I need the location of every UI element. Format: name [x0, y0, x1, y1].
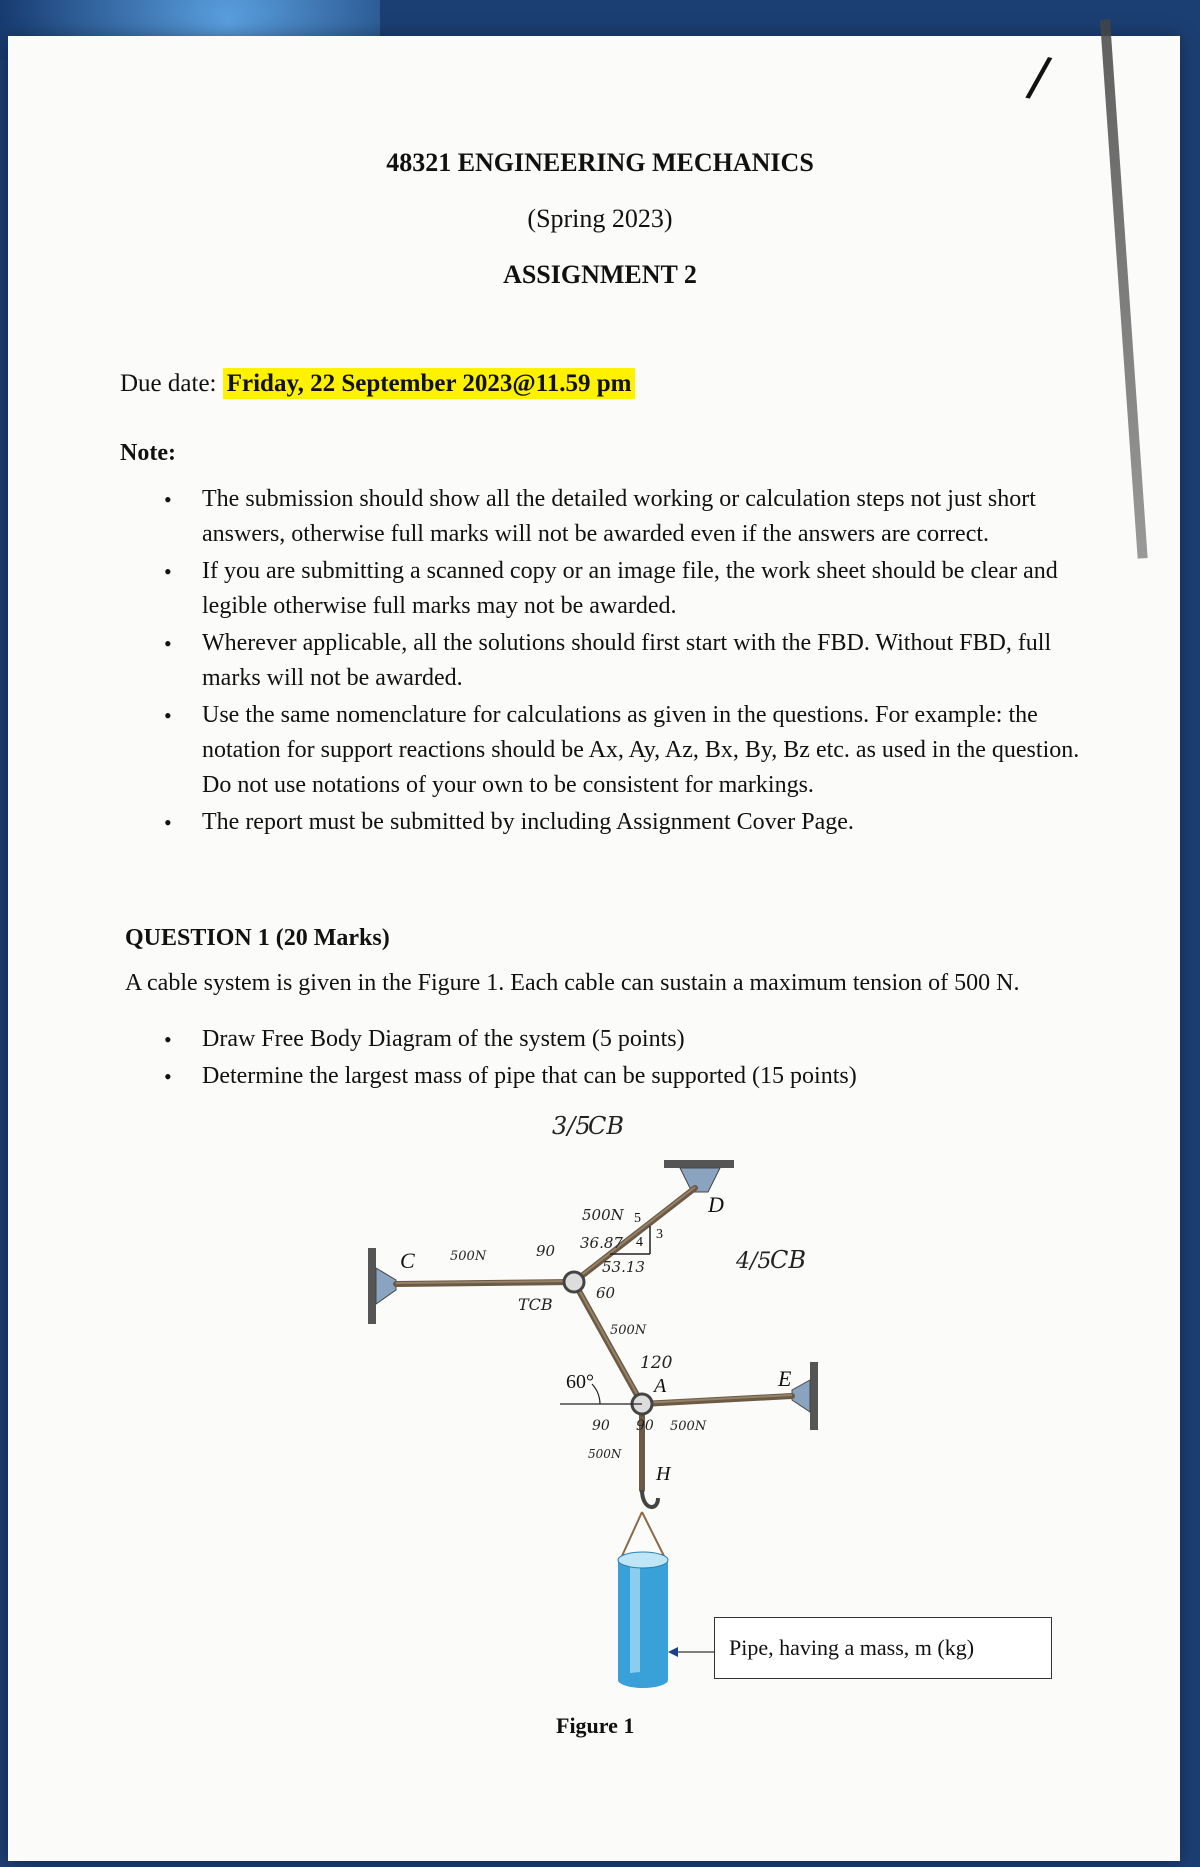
- pipe: [618, 1552, 668, 1688]
- handwritten-page-mark: /: [1023, 43, 1055, 110]
- note-item: • The submission should show all the detailed working or calculation steps not just short answers, otherwise full marks will not be awarded even if the answers are correct.: [160, 482, 1100, 552]
- handwritten-cb-top: CB: [588, 1112, 624, 1140]
- handwritten-note: 120: [640, 1353, 673, 1373]
- task-item: • Determine the largest mass of pipe that can be supported (15 points): [160, 1059, 1100, 1094]
- figure-caption: Figure 1: [556, 1713, 635, 1738]
- due-date-label: Due date:: [120, 370, 217, 397]
- handwritten-note: TCB: [518, 1295, 553, 1314]
- task-item: • Draw Free Body Diagram of the system (5 points): [160, 1022, 1100, 1057]
- point-label-a: A: [654, 1375, 667, 1397]
- handwritten-note: 500N: [610, 1323, 647, 1338]
- course-title: 48321 ENGINEERING MECHANICS: [386, 148, 814, 177]
- due-date-line: [120, 370, 635, 398]
- assignment-title: ASSIGNMENT 2: [503, 260, 697, 289]
- handwritten-cb-right: CB: [770, 1246, 806, 1274]
- handwritten-note: 500N: [670, 1419, 707, 1434]
- support-e: [792, 1362, 818, 1430]
- handwritten-note: 500N: [588, 1447, 622, 1461]
- cable-system-diagram: [300, 1100, 860, 1700]
- note-item: • The report must be submitted by including Assignment Cover Page.: [160, 805, 1100, 840]
- task-list: [160, 1022, 1100, 1096]
- point-label-c: C: [400, 1248, 415, 1273]
- slope-run-label: 4: [636, 1235, 643, 1250]
- handwritten-note: 90: [592, 1418, 610, 1434]
- handwritten-note: 36.87: [580, 1234, 623, 1252]
- handwritten-fraction-top: 3/5: [552, 1112, 591, 1140]
- term-label: (Spring 2023): [527, 204, 673, 233]
- handwritten-note: 500N: [450, 1249, 487, 1264]
- point-label-d: D: [708, 1192, 724, 1217]
- ring-b: [564, 1272, 584, 1292]
- hook-h: [642, 1490, 658, 1507]
- angle-60-label: 60°: [566, 1371, 594, 1393]
- handwritten-note: 90: [636, 1418, 654, 1434]
- slope-rise-label: 3: [656, 1227, 663, 1242]
- note-list: [160, 482, 1100, 842]
- pipe-label-box: Pipe, having a mass, m (kg): [714, 1617, 1052, 1679]
- note-item: • If you are submitting a scanned copy or an image file, the work sheet should be clear and legible otherwise full marks may not be awarded.: [160, 554, 1100, 624]
- handwritten-note: 53.13: [602, 1258, 645, 1276]
- question-heading: QUESTION 1 (20 Marks): [125, 925, 390, 951]
- handwritten-fraction-right: 4/5: [736, 1249, 772, 1274]
- due-date-value: Friday, 22 September 2023@11.59 pm: [223, 368, 636, 399]
- support-d: [664, 1160, 734, 1192]
- note-heading: Note:: [120, 440, 176, 466]
- note-item: • Wherever applicable, all the solutions should first start with the FBD. Without FBD, full marks will not be awarded.: [160, 626, 1100, 696]
- slope-hyp-label: 5: [634, 1211, 641, 1226]
- note-item: • Use the same nomenclature for calculations as given in the questions. For example: the notation for support reactions should be Ax, Ay, Az, Bx, By, Bz etc. as used in the question. Do not use notations of your own to be consistent for markings.: [160, 698, 1100, 803]
- point-label-e: E: [778, 1366, 792, 1391]
- question-text: A cable system is given in the Figure 1. Each cable can sustain a maximum tension of 500 N.: [125, 970, 1020, 996]
- handwritten-note: 90: [536, 1242, 556, 1260]
- support-c: [368, 1248, 396, 1324]
- handwritten-note: 500N: [582, 1206, 624, 1224]
- point-label-h: H: [656, 1463, 671, 1485]
- handwritten-note: 60: [596, 1284, 616, 1302]
